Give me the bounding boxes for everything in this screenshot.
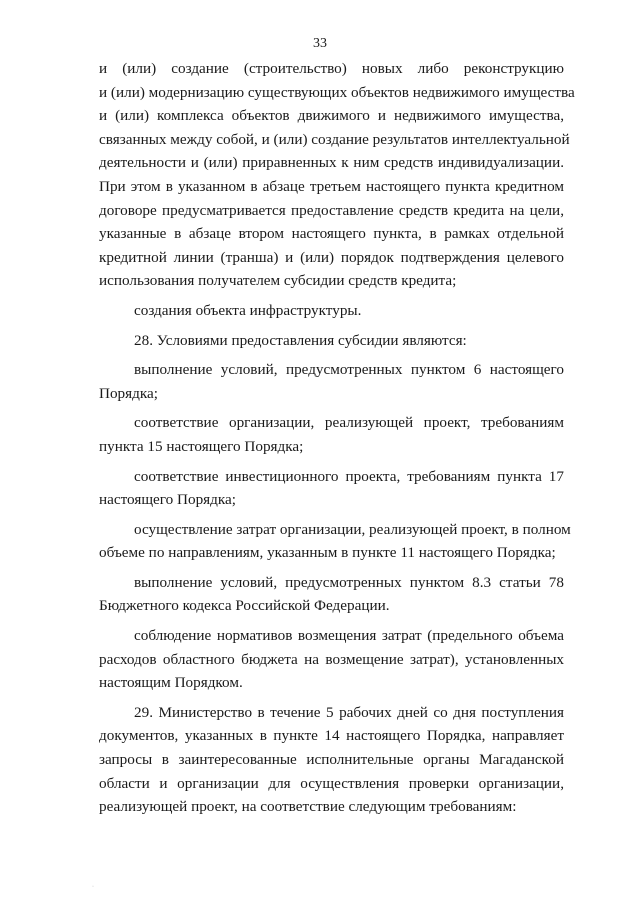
paragraph <box>99 701 564 819</box>
text-line: кредитной линии (транша) и (или) порядок подтверждения целевого <box>99 248 564 266</box>
paragraph <box>99 465 564 512</box>
text-line: и (или) модернизацию существующих объектов недвижимого имущества <box>99 83 575 101</box>
text-line: осуществление затрат организации, реализующей проект, в полном <box>134 520 571 538</box>
text-line: реализующей проект, на соответствие следующим требованиям: <box>99 798 517 816</box>
page-number: 33 <box>313 36 327 51</box>
paragraph <box>99 571 564 618</box>
text-line: использования получателем субсидии средств кредита; <box>99 272 457 290</box>
text-line: 28. Условиями предоставления субсидии являются: <box>134 331 467 349</box>
text-line: договоре предусматривается предоставление средств кредита на цели, <box>99 201 564 219</box>
paragraph <box>99 358 564 405</box>
paragraph <box>99 57 575 293</box>
paragraph <box>99 329 564 353</box>
text-line: объеме по направлениям, указанным в пункте 11 настоящего Порядка; <box>99 544 556 562</box>
document-body <box>99 57 575 819</box>
text-line: выполнение условий, предусмотренных пунктом 8.3 статьи 78 <box>134 573 564 591</box>
text-line: соответствие организации, реализующей проект, требованиям <box>134 414 564 432</box>
paragraph <box>99 411 564 458</box>
text-line: и (или) комплекса объектов движимого и недвижимого имущества, <box>99 107 564 125</box>
paragraph <box>99 299 564 323</box>
text-line: связанных между собой, и (или) создание результатов интеллектуальной <box>99 130 570 148</box>
text-line: Бюджетного кодекса Российской Федерации. <box>99 597 390 615</box>
paragraph <box>99 518 571 565</box>
scan-speck: · <box>92 884 94 890</box>
text-line: расходов областного бюджета на возмещение затрат), установленных <box>99 650 564 668</box>
text-line: создания объекта инфраструктуры. <box>134 301 362 319</box>
text-line: запросы в заинтересованные исполнительные органы Магаданской <box>99 751 564 769</box>
text-line: выполнение условий, предусмотренных пунктом 6 настоящего <box>134 361 564 379</box>
text-line: 29. Министерство в течение 5 рабочих дней со дня поступления <box>134 703 564 721</box>
text-line: Порядка; <box>99 384 158 402</box>
text-line: настоящим Порядком. <box>99 674 243 692</box>
text-line: деятельности и (или) приравненных к ним средств индивидуализации. <box>99 154 564 172</box>
text-line: соблюдение нормативов возмещения затрат (предельного объема <box>134 627 564 645</box>
text-line: При этом в указанном в абзаце третьем настоящего пункта кредитном <box>99 177 564 195</box>
paragraph <box>99 624 564 695</box>
text-line: области и организации для осуществления проверки организации, <box>99 774 564 792</box>
text-line: документов, указанных в пункте 14 настоящего Порядка, направляет <box>99 727 564 745</box>
text-line: указанные в абзаце втором настоящего пункта, в рамках отдельной <box>99 225 564 243</box>
text-line: настоящего Порядка; <box>99 491 236 509</box>
text-line: пункта 15 настоящего Порядка; <box>99 437 304 455</box>
text-line: соответствие инвестиционного проекта, требованиям пункта 17 <box>134 467 564 485</box>
text-line: и (или) создание (строительство) новых либо реконструкцию <box>99 60 564 77</box>
